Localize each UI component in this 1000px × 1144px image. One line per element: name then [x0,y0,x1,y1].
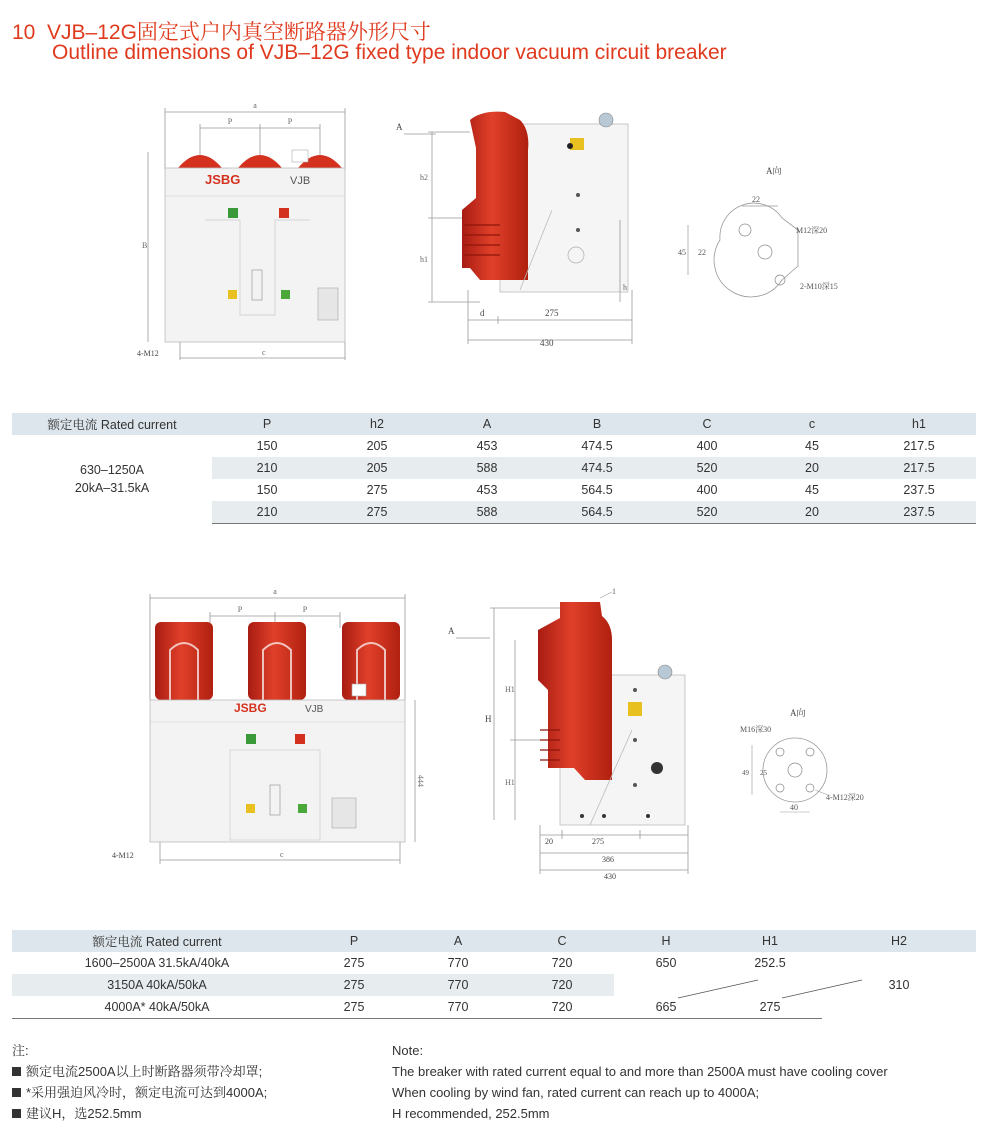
yellow-indicator-1 [228,290,237,299]
note-cn-item [12,1082,267,1103]
note-cn-text: *采用强迫风冷时，额定电流可达到4000A; [26,1085,268,1100]
t1-cell: 275 [366,483,388,497]
model-1: VJB [290,175,311,187]
dim-c-2: c [280,850,284,859]
t2-cell: 720 [510,996,614,1019]
table-row [12,435,976,457]
t2-cell: 720 [510,974,614,996]
t2-label: 4000A* 40kA/50kA [12,996,302,1019]
dim-h-right-1: h [623,283,627,292]
dim-275-1: 275 [545,308,559,318]
t1-cell: 564.5 [542,501,652,524]
t2-cell: 275 [343,956,365,970]
brand-1: JSBG [205,172,241,187]
bullet-square-icon [12,1088,21,1097]
dim-430-2: 430 [604,872,616,881]
t1-label [12,435,212,524]
view-a-2: A [448,626,455,636]
bolt-label-1: 4-M12 [137,349,159,358]
t2-h5: H1 [718,930,822,952]
t2-cell: 252.5 [754,956,786,970]
dim-p2-1: P [287,117,293,126]
t1-cell: 520 [652,457,762,479]
t2-cell: 275 [302,996,406,1019]
bolt-label-2: 4-M12 [112,851,134,860]
t1-cell: 150 [256,439,278,453]
detail-d22v-1: 22 [698,248,706,257]
dim-20-2: 20 [545,837,553,846]
t2-h2: A [406,930,510,952]
t1-cell: 20 [762,457,862,479]
bullet-square-icon [12,1067,21,1076]
dim-c-1: c [262,348,266,357]
t2-cell: 665 [614,996,718,1019]
green-indicator-1 [281,290,290,299]
dim-a-2: a [273,587,277,596]
brand-2: JSBG [234,701,267,715]
dim-a-1: a [253,101,257,110]
model-2: VJB [305,704,324,715]
t1-cell: 474.5 [542,457,652,479]
note-en-text: H recommended, 252.5mm [392,1106,550,1121]
t1-h1: P [212,413,322,435]
t1-h3: A [432,413,542,435]
detail-view-1 [678,165,838,297]
t2-label: 1600–2500A 31.5kA/40kA [84,956,230,970]
t1-cell: 217.5 [903,439,935,453]
t1-h6: c [762,413,862,435]
notes-en-title: Note: [392,1043,424,1058]
detail-d45-1: 45 [678,248,686,257]
green-button-1 [228,208,238,218]
t1-cell: 45 [805,483,819,497]
dim-d-1: d [480,308,485,318]
insulator-side-2 [538,602,612,780]
t1-cell: 217.5 [862,457,976,479]
dim-H1b-2: H1 [505,778,515,787]
t1-h0: 额定电流 Rated current [12,413,212,435]
detail-bolt1-2: M16深30 [740,725,772,734]
dim-h-2: 444 [416,775,425,787]
detail-d49-2: 49 [742,769,749,777]
dim-b-1: B [142,241,148,250]
detail-view-2 [740,707,864,812]
t1-cell: 205 [322,457,432,479]
t1-cell: 400 [696,439,718,453]
t1-cell: 237.5 [862,501,976,524]
breaker-body-2 [150,700,405,842]
t1-cell: 150 [256,483,278,497]
note-cn-item [12,1103,267,1124]
section-number: 10 [12,21,36,44]
t1-cell: 474.5 [581,439,613,453]
t1-label-line1: 630–1250A [80,463,144,478]
detail-title-2: A向 [790,708,806,718]
t1-h4: B [542,413,652,435]
dim-386-2: 386 [602,855,614,864]
side-view-1 [396,112,632,348]
table2-wrap [12,930,976,1022]
dim-430-1: 430 [540,338,554,348]
t1-cell: 588 [432,457,542,479]
detail-bolt1-1: M12深20 [796,226,828,235]
t2-h1: P [302,930,406,952]
t2-cell: 275 [718,996,822,1019]
side-view-2 [448,587,688,881]
table2-diagonals [12,930,976,1022]
t1-cell: 210 [212,501,322,524]
dim-275-2: 275 [592,837,604,846]
t2-h0: 额定电流 Rated current [12,930,302,952]
note-en-text: The breaker with rated current equal to and more than 2500A must have cooling cover [392,1064,888,1079]
figure1-drawing [0,90,1000,360]
detail-d25-2: 25 [760,769,767,777]
figure2-drawing [0,580,1000,900]
t2-h3: C [510,930,614,952]
t2-cell: 770 [406,974,510,996]
t1-h5: C [652,413,762,435]
t2-h6: H2 [822,930,976,952]
detail-bolt2-1: 2-M10深15 [800,282,838,291]
insulator-cap-2 [238,155,282,168]
t2-cell: 770 [447,956,469,970]
table1 [12,413,976,524]
notes-en [392,1040,888,1124]
t1-cell: 45 [805,439,819,453]
t1-h2: h2 [322,413,432,435]
title-cn-text: VJB–12G固定式户内真空断路器外形尺寸 [47,21,431,44]
t1-cell: 275 [322,501,432,524]
detail-d40-2: 40 [790,803,798,812]
dim-p1-2: P [237,605,243,614]
t2-cell: 720 [551,956,573,970]
notes-cn-title: 注: [12,1043,29,1058]
detail-title-1: A向 [766,166,782,176]
dim-top-2: 1 [612,587,616,596]
view-a-1: A [396,122,403,132]
dim-p2-2: P [302,605,308,614]
t2-h2-value: 310 [888,978,910,993]
dim-H1-2: H1 [505,685,515,694]
t2-label: 3150A 40kA/50kA [12,974,302,996]
dim-p1-1: P [227,117,233,126]
t1-cell: 237.5 [903,483,935,497]
t2-cell: 650 [655,956,677,970]
t1-cell: 520 [652,501,762,524]
t1-h7: h1 [862,413,976,435]
insulator-cap-1 [178,155,222,168]
note-cn-text: 建议H，选252.5mm [26,1106,142,1121]
t1-cell: 564.5 [581,483,613,497]
t1-cell: 210 [212,457,322,479]
dim-H-2: H [485,714,492,724]
page-title-en: Outline dimensions of VJB–12G fixed type indoor vacuum circuit breaker [52,41,727,64]
t1-cell: 588 [432,501,542,524]
detail-bolt2-2: 4-M12深20 [826,793,864,802]
t1-cell: 453 [476,483,498,497]
t2-h4: H [614,930,718,952]
dim-h1-1: h1 [420,255,428,264]
note-cn-item [12,1061,267,1082]
detail-d22-1: 22 [752,195,760,204]
dim-h2-1: h2 [420,173,428,182]
note-en-text: When cooling by wind fan, rated current can reach up to 4000A; [392,1085,760,1100]
t1-label-line2: 20kA–31.5kA [74,481,150,496]
table1-header-row [12,413,976,435]
t1-cell: 205 [366,439,388,453]
t2-cell: 770 [406,996,510,1019]
t2-cell: 275 [302,974,406,996]
t1-cell: 20 [762,501,862,524]
bullet-square-icon [12,1109,21,1118]
t1-cell: 453 [476,439,498,453]
red-button-1 [279,208,289,218]
t1-cell: 400 [696,483,718,497]
notes-cn [12,1040,267,1124]
note-cn-text: 额定电流2500A以上时断路器须带冷却罩; [26,1064,263,1079]
